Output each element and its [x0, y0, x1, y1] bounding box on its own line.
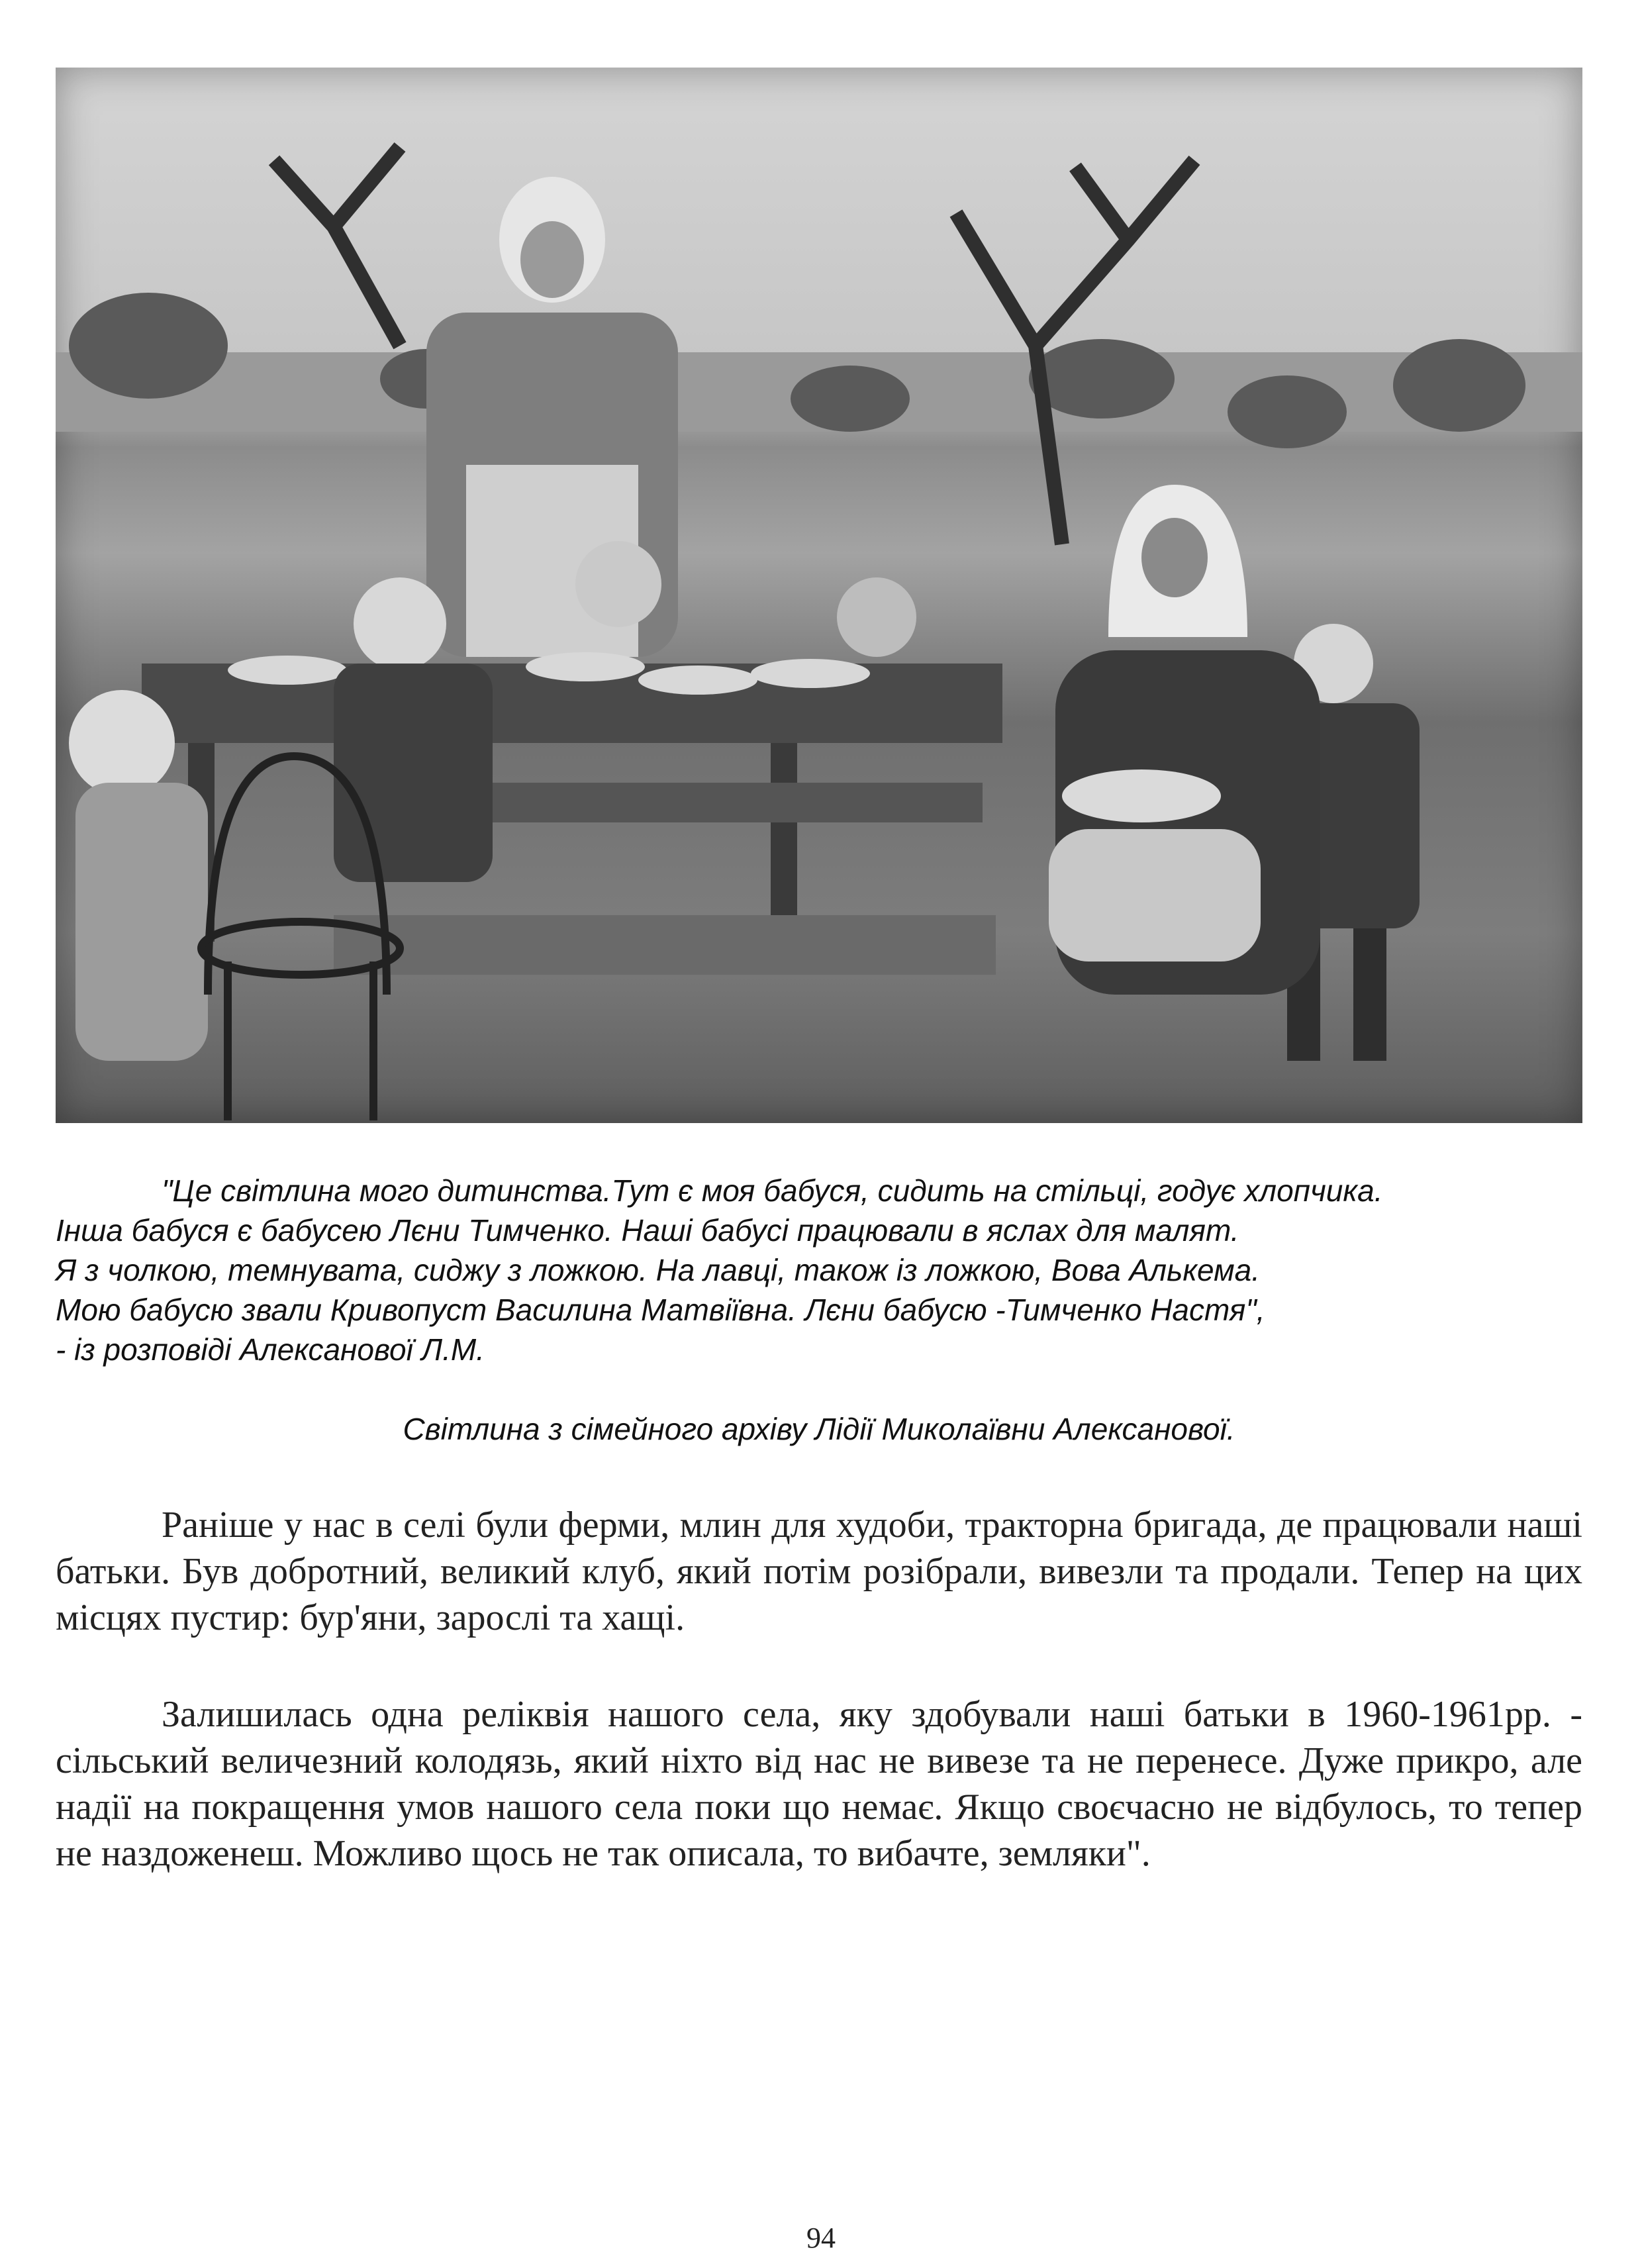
- photograph-scene: [56, 68, 1582, 1123]
- quote-line: - із розповіді Алексанової Л.М.: [56, 1332, 485, 1367]
- seated-woman: [1049, 485, 1320, 995]
- archival-photograph: [56, 68, 1582, 1123]
- body-paragraph: Раніше у нас в селі були ферми, млин для худоби, тракторна бригада, де працювали наші батьки. Був добротний, великий клуб, який потім розібрали, вивезли та продали. Тепер на цих місцях пустир: бур'яни, зарослі та хащі.: [56, 1504, 1582, 1638]
- photo-caption-quote: [56, 1171, 1582, 1369]
- page-number: 94: [806, 2222, 836, 2254]
- bench: [334, 915, 996, 975]
- table: [142, 652, 1002, 942]
- quote-line: "Це світлина мого дитинства.Тут є моя бабуся, сидить на стільці, годує хлопчика.: [162, 1173, 1383, 1208]
- quote-line: Інша бабуся є бабусею Лєни Тимченко. Наші бабусі працювали в яслах для малят.: [56, 1213, 1239, 1248]
- quote-line: Мою бабусю звали Кривопуст Василина Матвіївна. Лєни бабусю -Тимченко Настя",: [56, 1293, 1265, 1327]
- body-paragraph: Залишилась одна реліквія нашого села, яку здобували наші батьки в 1960-1961рр. - сільський величезний колодязь, який ніхто від нас не вивезе та не перенесе. Дуже прикро, але надії на покращення умов нашого села поки що немає. Якщо своєчасно не відбулось, то тепер не наздоженеш. Можливо щось не так описала, то вибачте, земляки".: [56, 1694, 1582, 1874]
- bare-trees: [274, 147, 1194, 544]
- photo-credit: Світлина з сімейного архіву Лідії Миколаївни Алексанової.: [403, 1412, 1235, 1446]
- quote-line: Я з чолкою, темнувата, сиджу з ложкою. На лавці, також із ложкою, Вова Алькема.: [56, 1253, 1260, 1287]
